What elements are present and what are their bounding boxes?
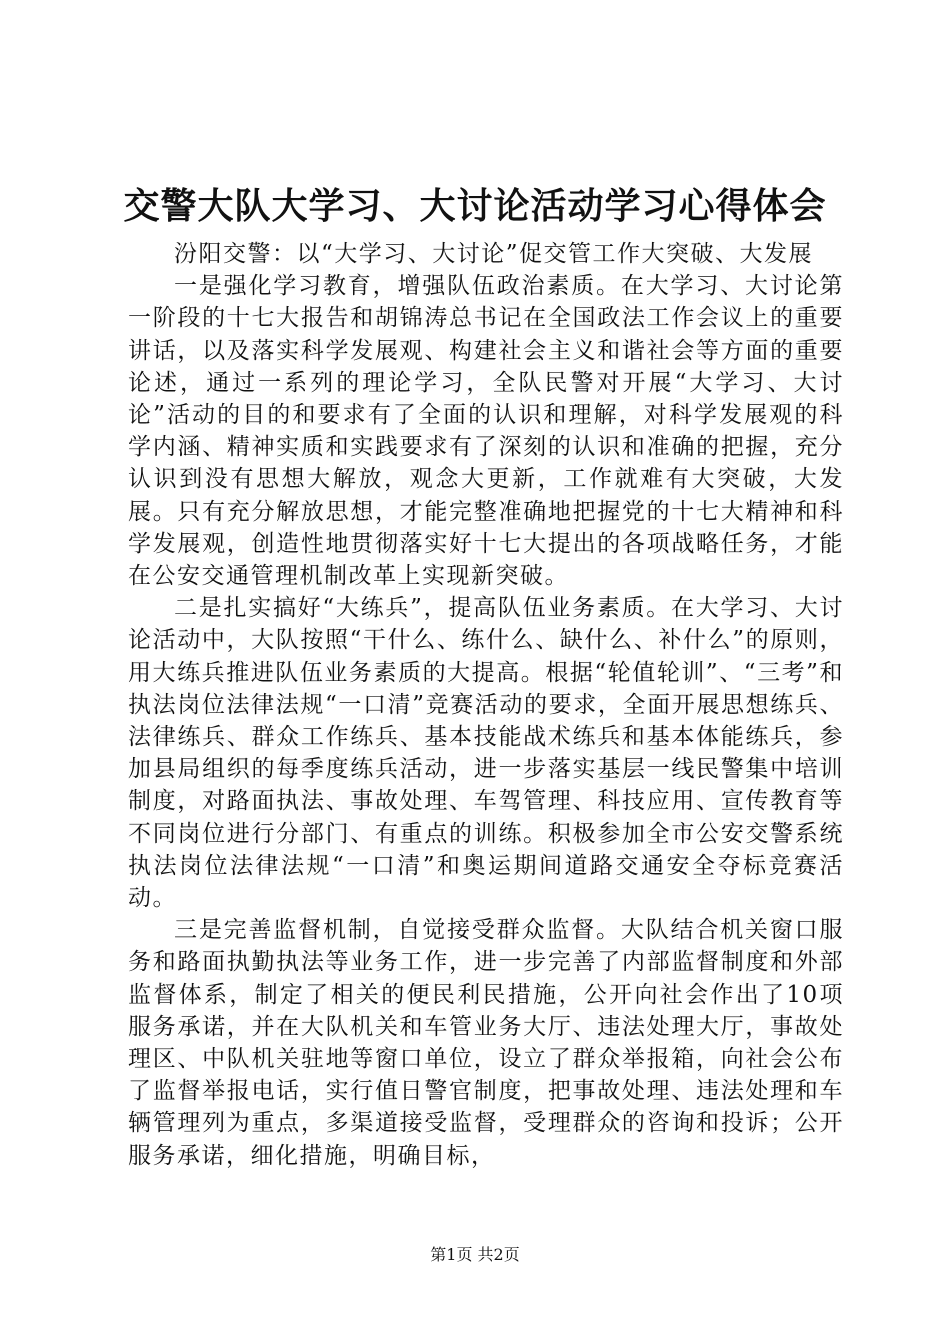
document-title: 交警大队大学习、大讨论活动学习心得体会 <box>123 186 827 227</box>
paragraph-1: 一是强化学习教育，增强队伍政治素质。在大学习、大讨论第一阶段的十七大报告和胡锦涛总书记在全国政法工作会议上的重要讲话，以及落实科学发展观、构建社会主义和谐社会等方面的重要论述，通过一系列的理论学习，全队民警对开展“大学习、大讨论”活动的目的和要求有了全面的认识和理解，对科学发展观的科学内涵、精神实质和实践要求有了深刻的认识和准确的把握，充分认识到没有思想大解放，观念大更新，工作就难有大突破，大发展。只有充分解放思想，才能完整准确地把握党的十七大精神和科学发展观，创造性地贯彻落实好十七大提出的各项战略任务，才能在公安交通管理机制改革上实现新突破。 <box>128 273 844 590</box>
page-number-footer: 第1页 共2页 <box>430 1245 520 1264</box>
paragraph-3: 三是完善监督机制，自觉接受群众监督。大队结合机关窗口服务和路面执勤执法等业务工作，进一步完善了内部监督制度和外部监督体系，制定了相关的便民利民措施，公开向社会作出了10项服务承诺，并在大队机关和车管业务大厅、违法处理大厅，事故处理区、中队机关驻地等窗口单位，设立了群众举报箱，向社会公布了监督举报电话，实行值日警官制度，把事故处理、违法处理和车辆管理列为重点，多渠道接受监督，受理群众的咨询和投诉；公开服务承诺，细化措施，明确目标， <box>128 917 844 1169</box>
paragraph-2: 二是扎实搞好“大练兵”，提高队伍业务素质。在大学习、大讨论活动中，大队按照“干什么、练什么、缺什么、补什么”的原则，用大练兵推进队伍业务素质的大提高。根据“轮值轮训”、“三考”和执法岗位法律法规“一口清”竞赛活动的要求，全面开展思想练兵、法律练兵、群众工作练兵、基本技能战术练兵和基本体能练兵，参加县局组织的每季度练兵活动，进一步落实基层一线民警集中培训制度，对路面执法、事故处理、车驾管理、科技应用、宣传教育等不同岗位进行分部门、有重点的训练。积极参加全市公安交警系统执法岗位法律法规“一口清”和奥运期间道路交通安全夺标竞赛活动。 <box>128 595 844 912</box>
document-body <box>128 238 844 1172</box>
paragraph-subtitle: 汾阳交警：以“大学习、大讨论”促交管工作大突破、大发展 <box>174 241 814 267</box>
